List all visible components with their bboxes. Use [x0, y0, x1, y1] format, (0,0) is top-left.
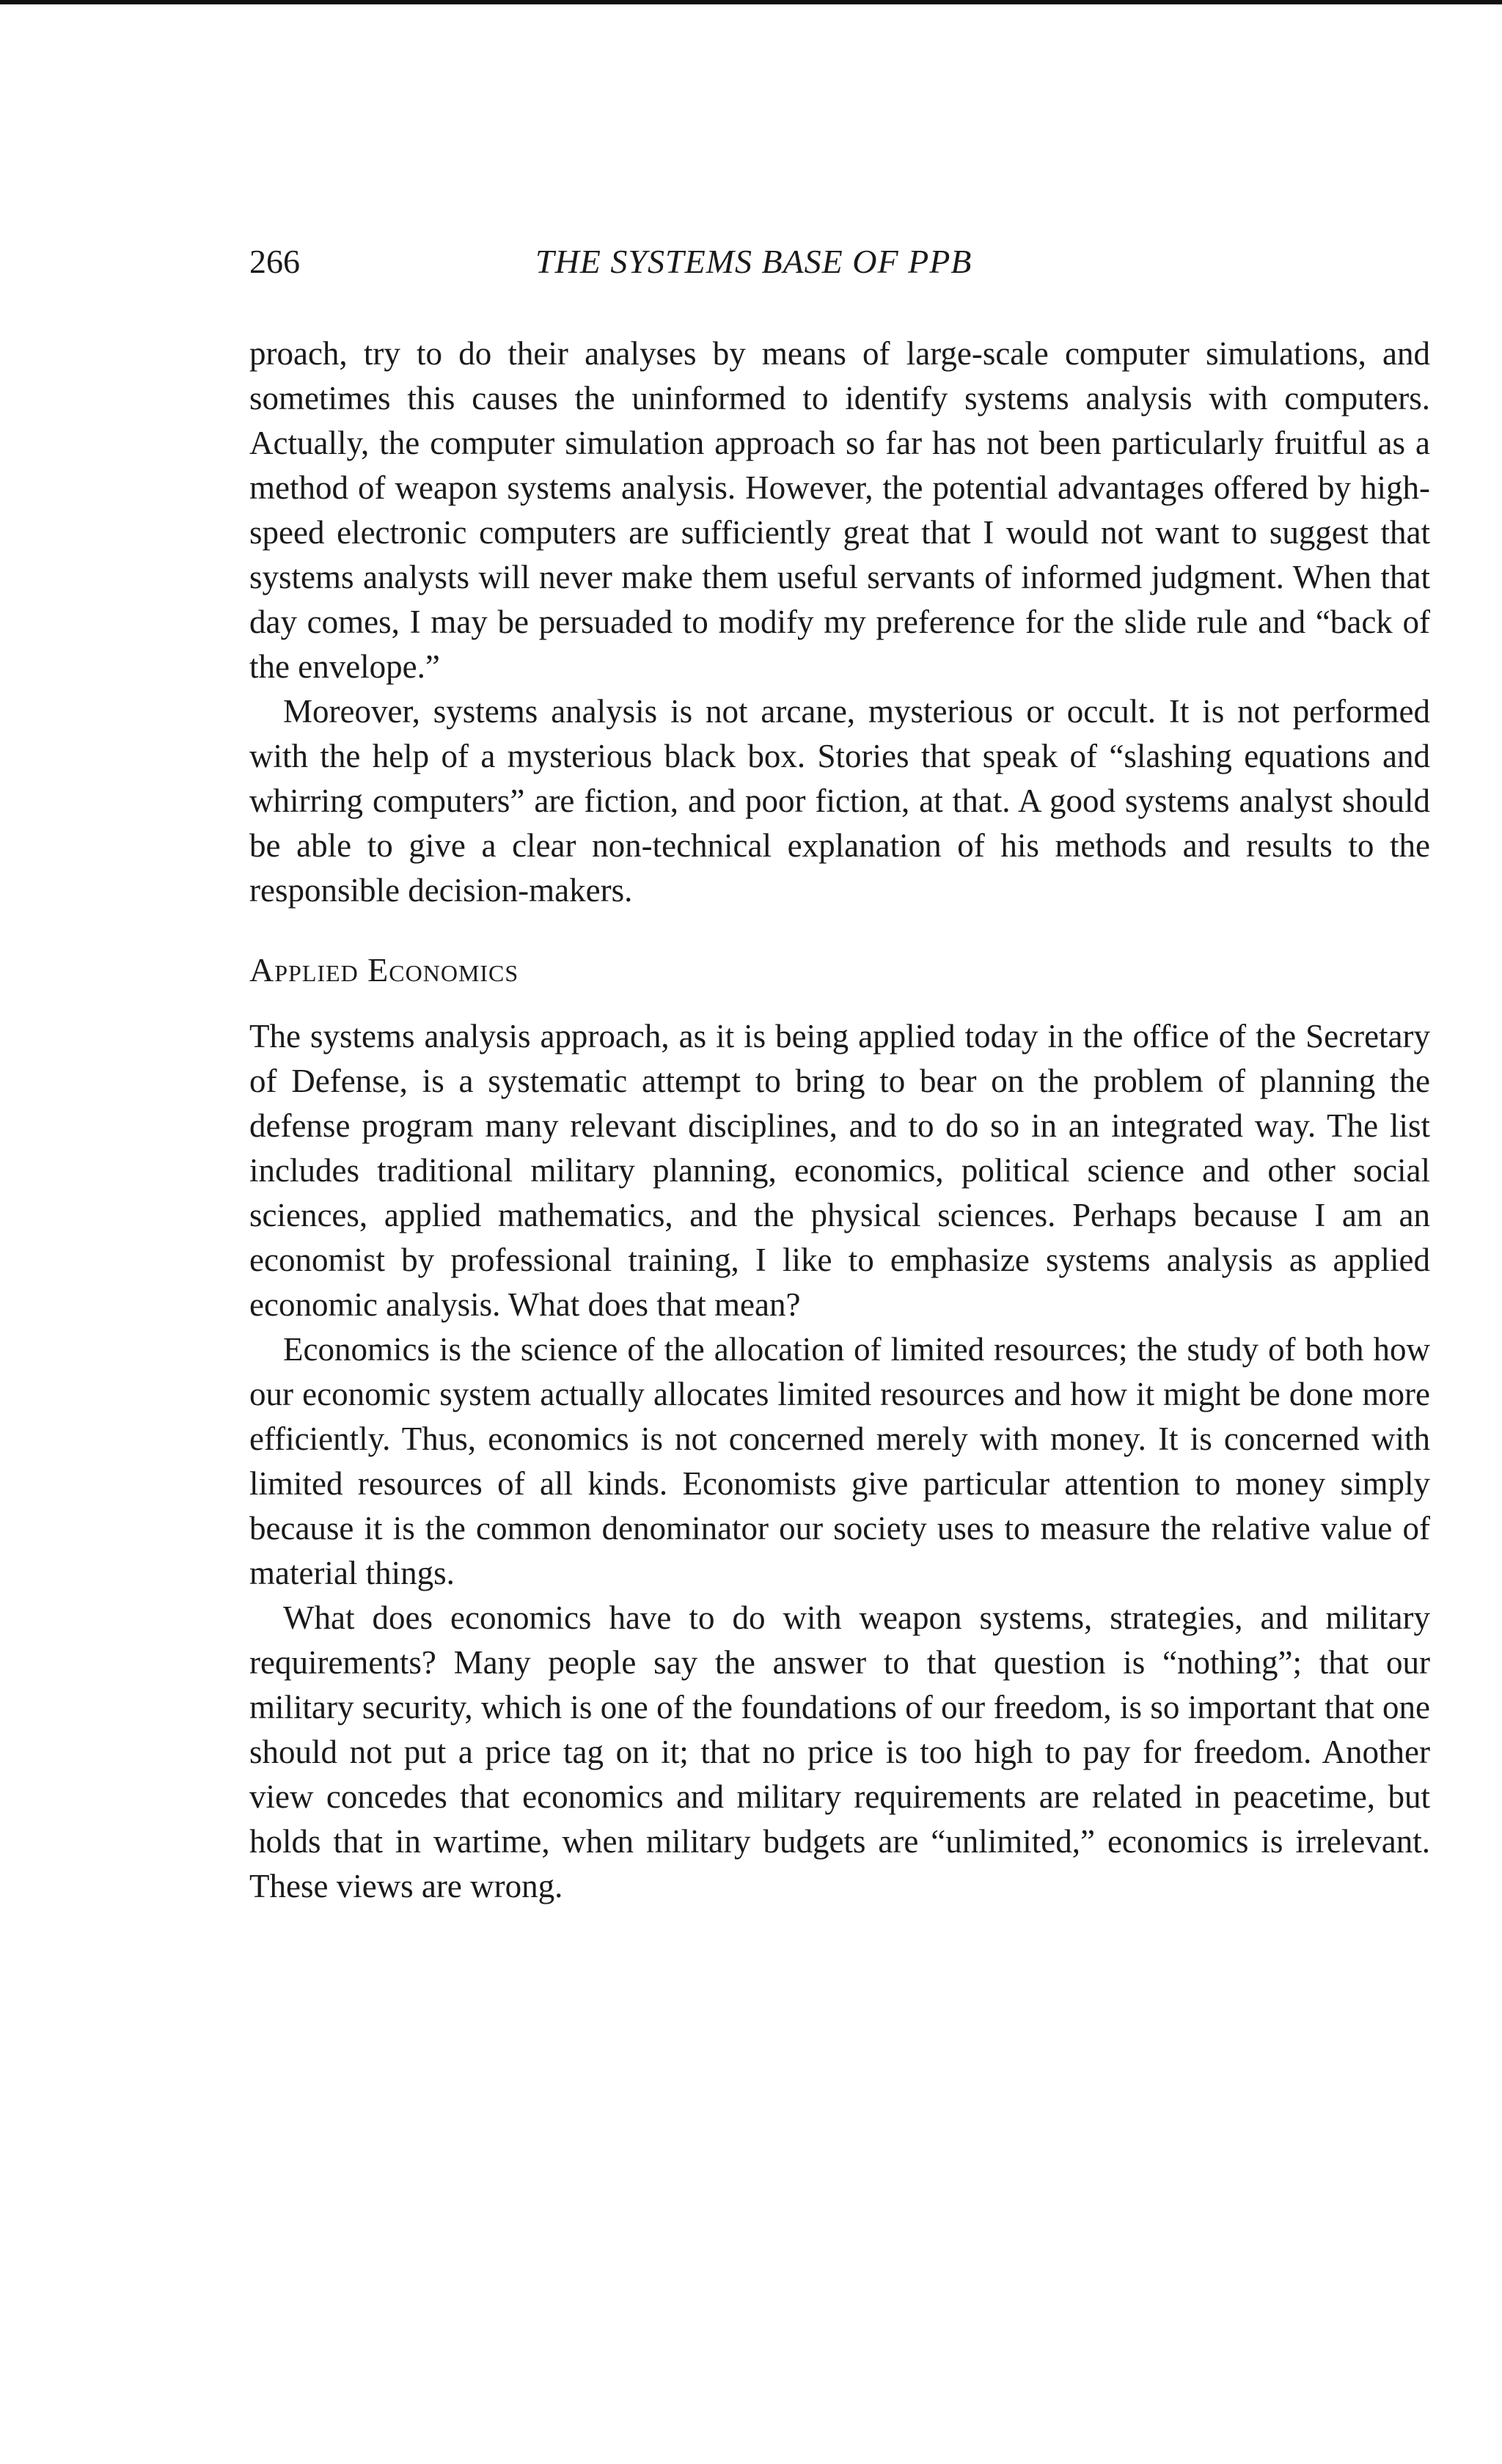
- page-number: 266: [249, 243, 300, 280]
- paragraph: What does economics have to do with weapon systems, strategies, and military requirements? Many people say the answer to that question is “nothing”; that our military security, which is one of the foundations of our freedom, is so important that one should not put a price tag on it; that no price is too high to pay for freedom. Another view concedes that economics and military requirements are related in peacetime, but holds that in wartime, when military budgets are “unlimited,” economics is irrelevant. These views are wrong.: [249, 1599, 1430, 1904]
- section-heading: Applied Economics: [249, 951, 519, 989]
- paragraph: Moreover, systems analysis is not arcane, mysterious or occult. It is not performed with the help of a mysterious black box. Stories that speak of “slashing equations and whirring computers” are fiction, and poor fiction, at that. A good systems analyst should be able to give a clear non-technical explanation of his methods and results to the responsible decision-makers.: [249, 693, 1430, 909]
- paragraph: Economics is the science of the allocation of limited resources; the study of both how our economic system actually allocates limited resources and how it might be done more efficiently. Thus, economics is not concerned merely with money. It is concerned with limited resources of all kinds. Economists give particular attention to money simply because it is the common denominator our society uses to measure the relative value of material things.: [249, 1331, 1430, 1591]
- running-title: THE SYSTEMS BASE OF PPB: [535, 243, 972, 280]
- body-text: [249, 331, 1430, 1909]
- page-top-edge-rule: [0, 0, 1502, 4]
- running-head: [249, 242, 1430, 293]
- book-page: [249, 242, 1430, 1909]
- paragraph-continued: proach, try to do their analyses by means of large-scale computer simulations, and sometimes this causes the uninformed to identify systems analysis with computers. Actually, the computer simulation approach so far has not been particularly fruitful as a method of weapon systems analysis. However, the potential advantages offered by high-speed electronic computers are sufficiently great that I would not want to suggest that systems analysts will never make them useful servants of informed judgment. When that day comes, I may be persuaded to modify my preference for the slide rule and “back of the envelope.”: [249, 335, 1430, 685]
- paragraph: The systems analysis approach, as it is being applied today in the office of the Secretary of Defense, is a systematic attempt to bring to bear on the problem of planning the defense program many relevant disciplines, and to do so in an integrated way. The list includes traditional military planning, economics, political science and other social sciences, applied mathematics, and the physical sciences. Perhaps because I am an economist by professional training, I like to emphasize systems analysis as applied economic analysis. What does that mean?: [249, 1018, 1430, 1323]
